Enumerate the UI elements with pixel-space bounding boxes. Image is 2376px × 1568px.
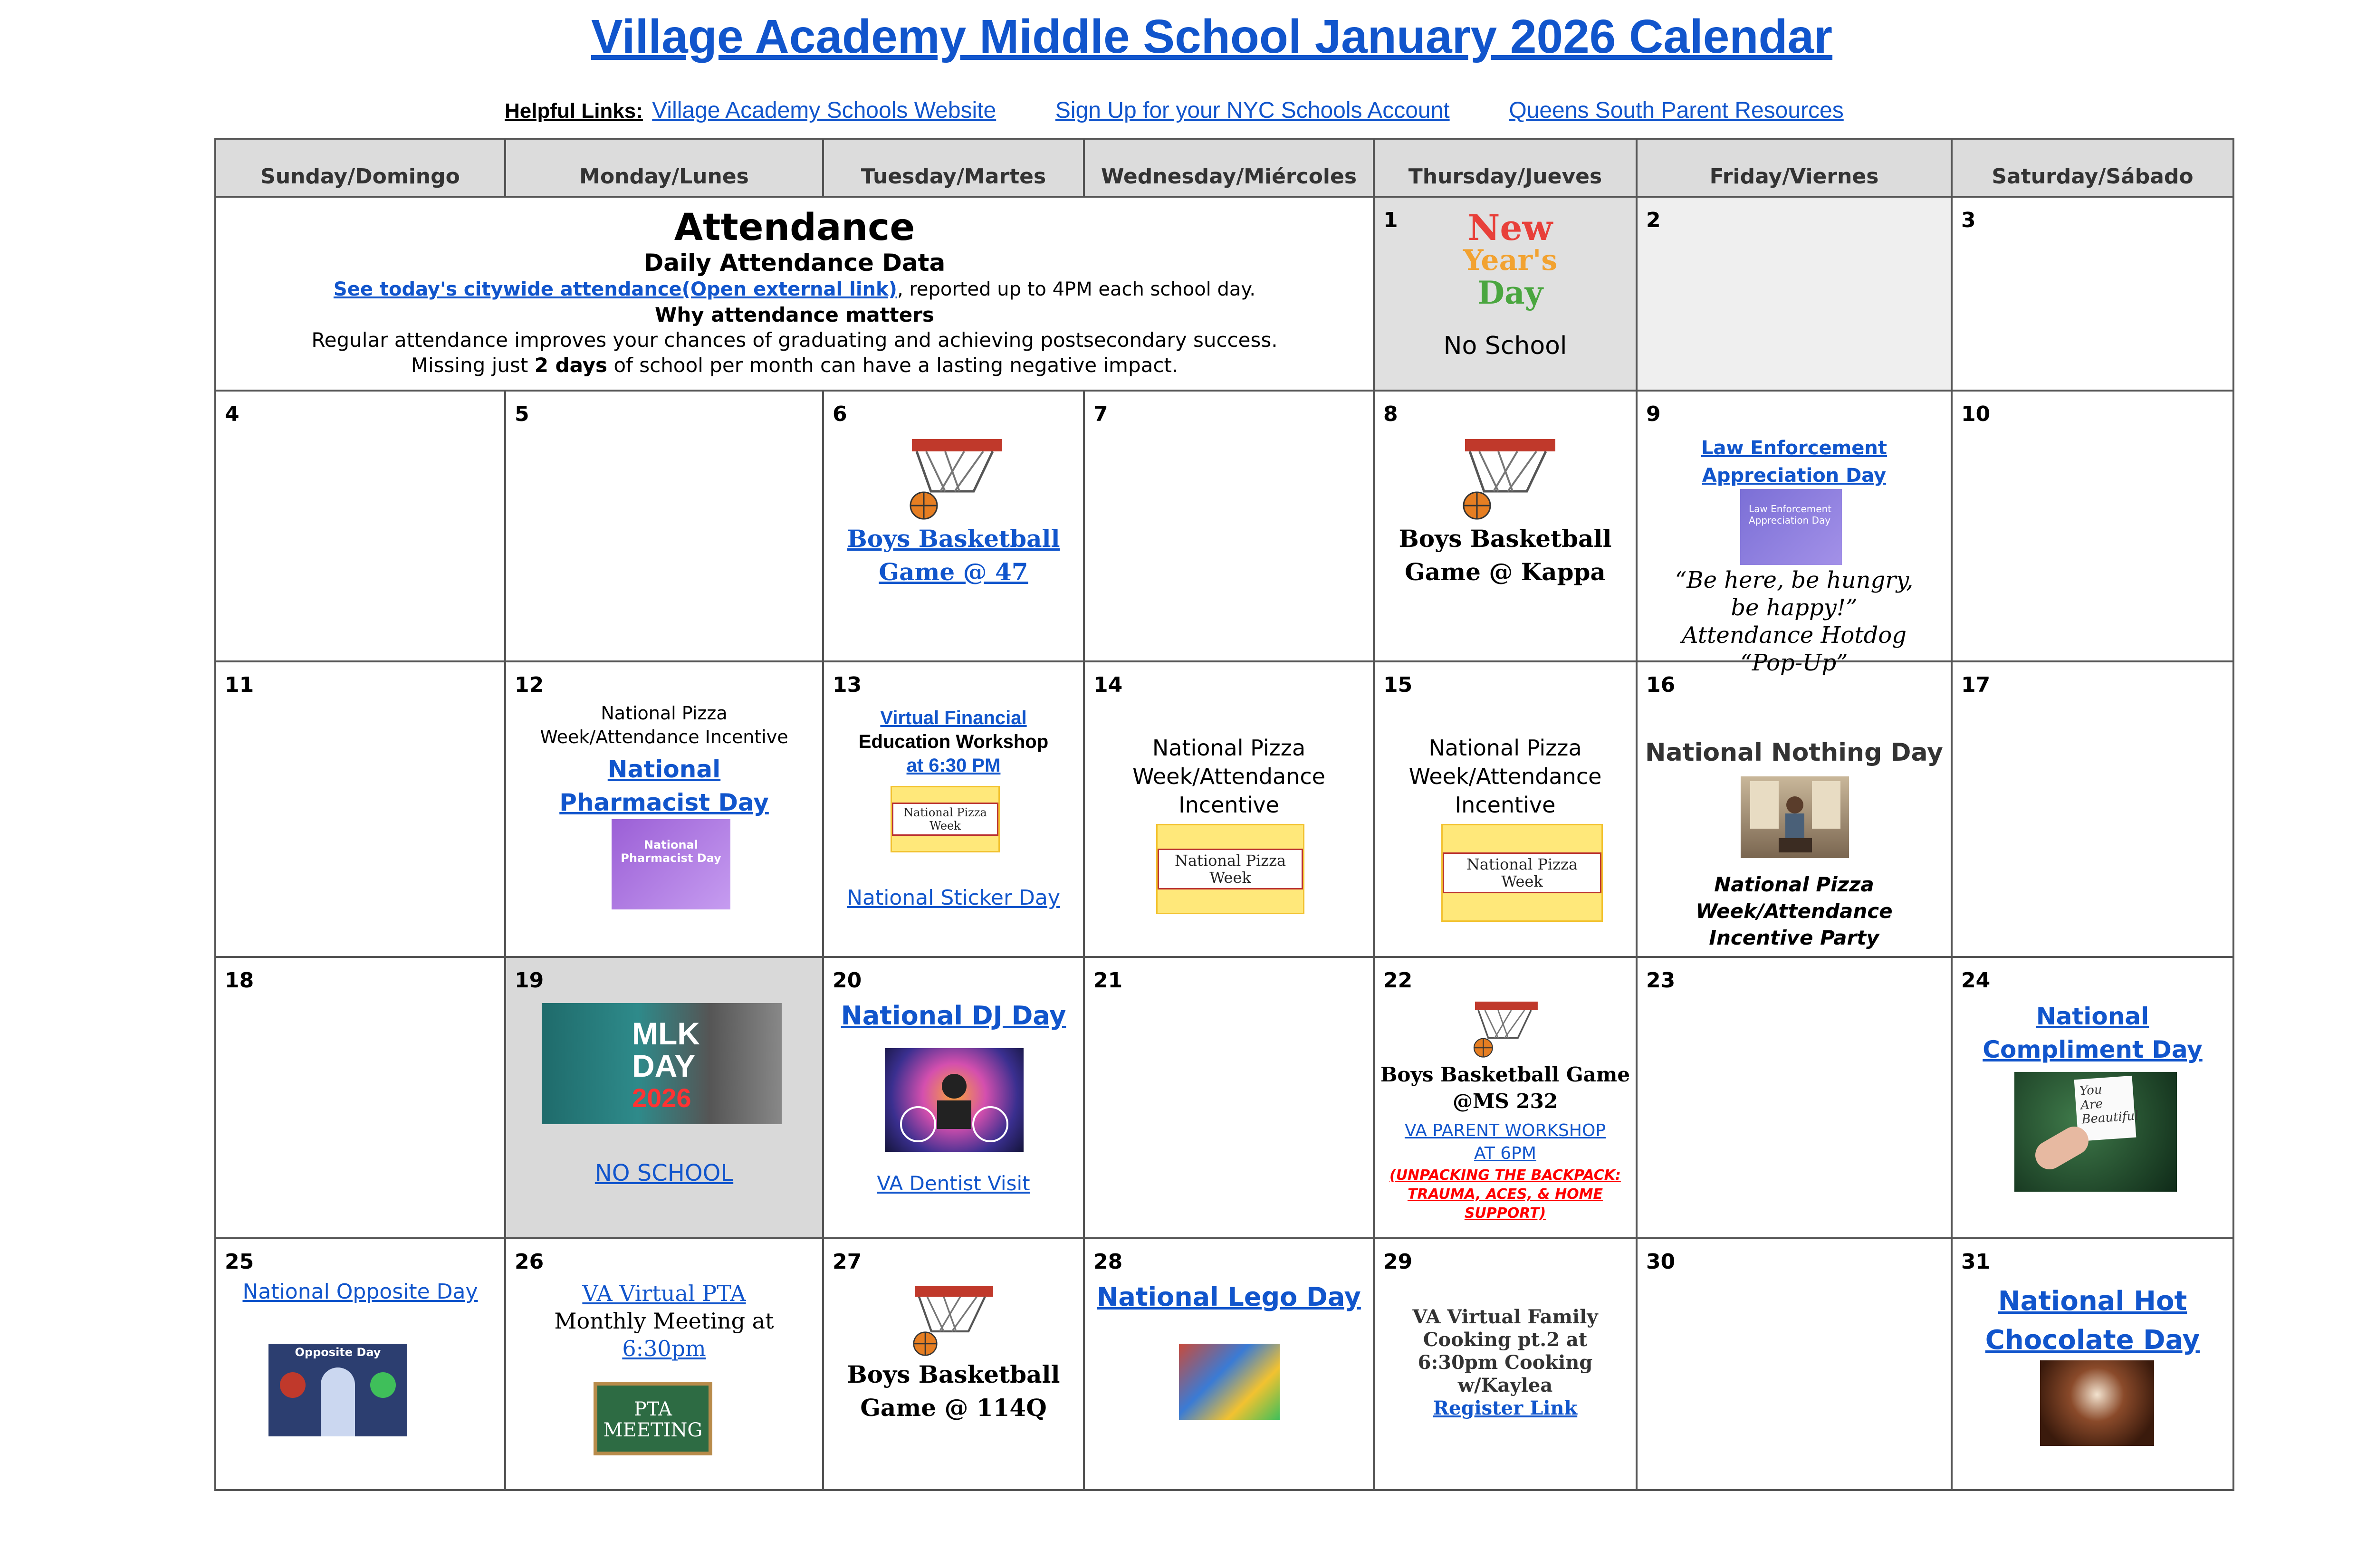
day-cell-23: 23	[1638, 958, 1953, 1239]
pizza-week-image: National Pizza Week	[891, 786, 1000, 852]
workshop-time-link[interactable]: at 6:30 PM	[906, 755, 1001, 776]
attendance-heading: Attendance	[674, 206, 915, 249]
pizza-week-incentive-text: National Pizza Week/Attendance Incentive	[1408, 735, 1602, 818]
attendance-line-2-pre: Missing just	[411, 354, 535, 377]
day-cell-9: 9 Law Enforcement Appreciation Day Law Enforcement Appreciation Day “Be here, be hungry, be happy!” Attendance Hotdog “Pop-Up”	[1638, 392, 1953, 662]
no-school-text: No School	[1443, 332, 1567, 360]
day-header-tuesday: Tuesday/Martes	[824, 140, 1085, 198]
boys-basketball-114q-text: Boys Basketball Game @ 114Q	[847, 1360, 1060, 1422]
national-lego-day-image	[1179, 1344, 1280, 1420]
day-cell-27: 27 Boys Basketball Game @ 114Q	[824, 1239, 1085, 1491]
day-cell-5: 5	[506, 392, 824, 662]
va-dentist-visit-link[interactable]: VA Dentist Visit	[877, 1172, 1030, 1195]
pizza-week-image: National Pizza Week	[1441, 824, 1603, 922]
day-cell-6: 6 Boys Basketball Game @ 47	[824, 392, 1085, 662]
pizza-incentive-party-text: National Pizza Week/Attendance Incentive Party	[1696, 873, 1893, 949]
day-cell-10: 10	[1953, 392, 2232, 662]
day-cell-29: 29 VA Virtual Family Cooking pt.2 at 6:30pm Cooking w/Kaylea Register Link	[1375, 1239, 1638, 1491]
national-opposite-day-link[interactable]: National Opposite Day	[242, 1280, 478, 1304]
national-hot-chocolate-day-link[interactable]: National Hot Chocolate Day	[1985, 1286, 2200, 1356]
helpful-links	[505, 97, 1844, 124]
attendance-line-1: Regular attendance improves your chances of graduating and achieving postsecondary success.	[311, 328, 1278, 352]
mlk-day-image: MLK DAY 2026	[542, 1003, 782, 1124]
national-nothing-day-image	[1741, 776, 1849, 858]
nyc-schools-account-link[interactable]: Sign Up for your NYC Schools Account	[1055, 98, 1450, 123]
national-nothing-day-title: National Nothing Day	[1645, 738, 1943, 767]
new-years-day-logo: New Year's Day	[1463, 208, 1558, 311]
day-cell-26: 26 VA Virtual PTA Monthly Meeting at 6:30pm PTA MEETING	[506, 1239, 824, 1491]
register-link[interactable]: Register Link	[1433, 1397, 1578, 1419]
day-cell-18: 18	[216, 958, 506, 1239]
va-parent-workshop-link[interactable]: VA PARENT WORKSHOP	[1404, 1121, 1606, 1140]
calendar-grid	[214, 138, 2234, 1491]
day-cell-14: 14 National Pizza Week/Attendance Incentive National Pizza Week	[1085, 662, 1375, 958]
national-dj-day-image	[885, 1048, 1024, 1152]
boys-basketball-47-link[interactable]: Boys Basketball Game @ 47	[847, 525, 1060, 586]
hotdog-popup-text: “Be here, be hungry, be happy!” Attendance Hotdog “Pop-Up”	[1675, 567, 1914, 676]
va-parent-workshop-time-link[interactable]: AT 6PM	[1474, 1144, 1536, 1163]
day-header-wednesday: Wednesday/Miércoles	[1085, 140, 1375, 198]
hot-chocolate-image	[2040, 1360, 2154, 1446]
day-cell-22: 22 Boys Basketball Game @MS 232 VA PARENT WORKSHOP AT 6PM (UNPACKING THE BACKPACK: TRAUMA, ACES, & HOME SUPPORT)	[1375, 958, 1638, 1239]
day-cell-30: 30	[1638, 1239, 1953, 1491]
national-compliment-day-image: You Are Beautiful	[2014, 1072, 2177, 1192]
va-virtual-family-cooking: VA Virtual Family Cooking pt.2 at 6:30pm Cooking w/Kaylea Register Link	[1384, 1306, 1626, 1420]
page-title[interactable]: Village Academy Middle School January 2026 Calendar	[591, 10, 1833, 63]
person-sitting-icon	[1741, 776, 1849, 858]
boys-basketball-ms232-text: Boys Basketball Game @MS 232	[1380, 1063, 1630, 1113]
basketball-hoop-icon	[1465, 998, 1541, 1058]
pizza-week-image: National Pizza Week	[1156, 824, 1304, 914]
national-dj-day-link[interactable]: National DJ Day	[841, 1001, 1066, 1031]
day-cell-16: 16 National Nothing Day National Pizza Week/Attendance Incentive Party	[1638, 662, 1953, 958]
day-cell-20: 20 National DJ Day VA Dentist Visit	[824, 958, 1085, 1239]
day-header-friday: Friday/Viernes	[1638, 140, 1953, 198]
attendance-subheading: Daily Attendance Data	[643, 249, 946, 277]
va-virtual-pta-link[interactable]: VA Virtual PTA	[582, 1281, 746, 1306]
attendance-info-cell	[216, 198, 1375, 392]
day-cell-28: 28 National Lego Day	[1085, 1239, 1375, 1491]
day-cell-25: 25 National Opposite Day Opposite Day	[216, 1239, 506, 1491]
day-cell-1: 1 New Year's Day No School	[1375, 198, 1638, 392]
day-cell-3: 3	[1953, 198, 2232, 392]
village-academy-website-link[interactable]: Village Academy Schools Website	[652, 98, 996, 123]
day-cell-31: 31 National Hot Chocolate Day	[1953, 1239, 2232, 1491]
va-virtual-pta: VA Virtual PTA Monthly Meeting at 6:30pm	[506, 1280, 822, 1362]
day-cell-13: 13 Virtual Financial Education Workshop at 6:30 PM National Pizza Week National Sticker Day	[824, 662, 1085, 958]
helpful-links-label: Helpful Links:	[505, 99, 643, 123]
boys-basketball-kappa-text: Boys Basketball Game @ Kappa	[1399, 525, 1612, 586]
basketball-hoop-icon	[1451, 434, 1560, 520]
queens-south-parent-resources-link[interactable]: Queens South Parent Resources	[1509, 98, 1844, 123]
attendance-line-2-post: of school per month can have a lasting negative impact.	[607, 354, 1178, 377]
citywide-attendance-link[interactable]: See today's citywide attendance(Open external link)	[333, 278, 897, 300]
pta-meeting-chalkboard-image: PTA MEETING	[594, 1382, 712, 1455]
day-cell-17: 17	[1953, 662, 2232, 958]
day-cell-21: 21	[1085, 958, 1375, 1239]
day-header-thursday: Thursday/Jueves	[1375, 140, 1638, 198]
pta-time-link[interactable]: 6:30pm	[622, 1336, 706, 1361]
virtual-financial-link[interactable]: Virtual Financial	[880, 708, 1027, 728]
national-compliment-day-link[interactable]: National Compliment Day	[1983, 1003, 2203, 1063]
day-cell-12: 12 National Pizza Week/Attendance Incentive National Pharmacist Day National Pharmacist Day	[506, 662, 824, 958]
basketball-hoop-icon	[898, 434, 1007, 520]
pizza-week-incentive-text: National Pizza Week/Attendance Incentive	[1132, 735, 1325, 818]
day-header-saturday: Saturday/Sábado	[1953, 140, 2232, 198]
national-sticker-day-link[interactable]: National Sticker Day	[847, 886, 1060, 910]
basketball-hoop-icon	[902, 1282, 997, 1356]
day-cell-19: 19 MLK DAY 2026 NO SCHOOL	[506, 958, 824, 1239]
day-cell-11: 11	[216, 662, 506, 958]
national-pharmacist-day-link[interactable]: National Pharmacist Day	[559, 755, 769, 816]
va-parent-workshop	[1375, 1119, 1636, 1165]
opposite-day-image: Opposite Day	[268, 1344, 407, 1436]
day-cell-8: 8 Boys Basketball Game @ Kappa	[1375, 392, 1638, 662]
day-cell-2: 2	[1638, 198, 1953, 392]
day-cell-15: 15 National Pizza Week/Attendance Incentive National Pizza Week	[1375, 662, 1638, 958]
virtual-financial-workshop: Virtual Financial Education Workshop at 6:30 PM	[824, 706, 1083, 777]
law-enforcement-day-image: Law Enforcement Appreciation Day	[1740, 489, 1842, 565]
day-header-monday: Monday/Lunes	[506, 140, 824, 198]
day-cell-4: 4	[216, 392, 506, 662]
day-cell-24: 24 National Compliment Day You Are Beautiful	[1953, 958, 2232, 1239]
national-lego-day-link[interactable]: National Lego Day	[1097, 1282, 1361, 1312]
attendance-line-2-bold: 2 days	[534, 354, 608, 377]
why-attendance-heading: Why attendance matters	[655, 303, 934, 326]
day-cell-7: 7	[1085, 392, 1375, 662]
dj-icon	[885, 1048, 1024, 1152]
law-enforcement-day-link[interactable]: Law Enforcement Appreciation Day	[1701, 437, 1887, 487]
mlk-no-school-link[interactable]: NO SCHOOL	[594, 1160, 734, 1186]
day-header-sunday: Sunday/Domingo	[216, 140, 506, 198]
pizza-week-incentive-text: National Pizza Week/Attendance Incentive	[540, 703, 788, 747]
attendance-report-text: , reported up to 4PM each school day.	[897, 278, 1256, 300]
unpacking-backpack-text: (UNPACKING THE BACKPACK: TRAUMA, ACES, & HOME SUPPORT)	[1389, 1167, 1621, 1222]
national-pharmacist-day-image: National Pharmacist Day	[612, 819, 730, 909]
